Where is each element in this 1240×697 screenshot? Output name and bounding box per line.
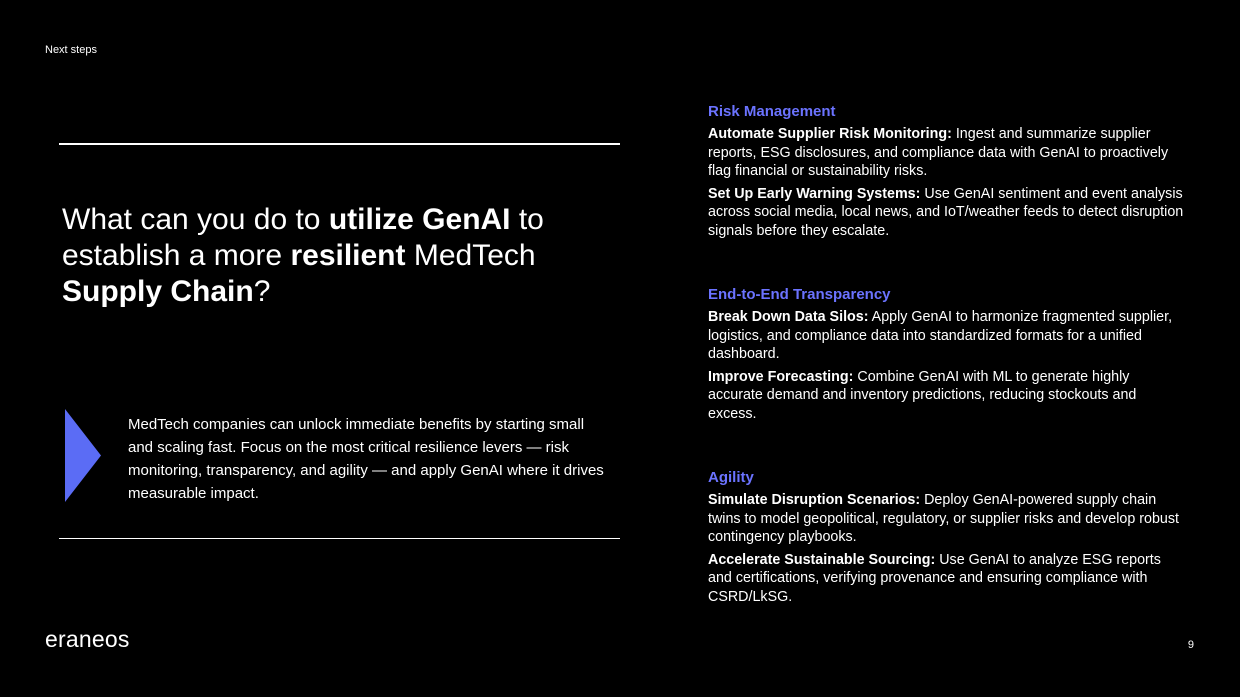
item-text: Use GenAI sentiment and event analysis across social media, local news, and IoT/weather feeds to detect disruption signals before they escalate. (708, 185, 1184, 239)
list-item (708, 368, 1188, 424)
item-text: Apply GenAI to harmonize fragmented supplier, logistics, and compliance data into standardized formats for a unified dashboard. (708, 309, 1173, 362)
list-item (708, 308, 1188, 364)
headline-part: ? (253, 275, 271, 308)
block-title: End-to-End Transparency (708, 286, 891, 303)
item-lead: Accelerate Sustainable Sourcing: (708, 551, 936, 568)
list-item (708, 185, 1188, 241)
block-agility (708, 469, 1188, 610)
block-title: Agility (708, 469, 754, 486)
item-text: Use GenAI to analyze ESG reports and certifications, verifying provenance and ensuring compliance with CSRD/LkSG. (708, 551, 1161, 605)
section-label: Next steps (45, 44, 97, 56)
item-lead: Improve Forecasting: (708, 368, 854, 385)
headline-part: Supply Chain (62, 275, 254, 308)
top-divider (59, 143, 620, 145)
item-text: Combine GenAI with ML to generate highly accurate demand and inventory predictions, reducing stockouts and excess. (708, 368, 1137, 422)
page-number: 9 (1187, 639, 1194, 651)
intro-paragraph: MedTech companies can unlock immediate benefits by starting small and scaling fast. Focus on the most critical resilience levers — risk monitoring, transparency, and agility — and apply GenAI where it drives measurable impact. (128, 416, 604, 502)
block-title: Risk Management (708, 103, 836, 120)
headline-part: resilient (290, 239, 406, 272)
list-item (708, 491, 1188, 547)
headline-part: to establish a more (62, 203, 544, 272)
block-transparency (708, 286, 1188, 427)
item-text: Deploy GenAI-powered supply chain twins to model geopolitical, regulatory, or supplier risks and develop robust contingency playbooks. (708, 492, 1179, 545)
block-risk-management (708, 103, 1188, 244)
item-lead: Break Down Data Silos: (708, 309, 869, 325)
item-text: Ingest and summarize supplier reports, ESG disclosures, and compliance data with GenAI to proactively flag financial or sustainability risks. (708, 126, 1169, 179)
item-lead: Simulate Disruption Scenarios: (708, 492, 921, 508)
headline-part: utilize GenAI (328, 203, 511, 236)
headline-part: What can you do to (62, 203, 329, 236)
item-lead: Automate Supplier Risk Monitoring: (708, 126, 952, 142)
list-item (708, 125, 1188, 181)
bottom-divider (59, 538, 620, 539)
headline-part: MedTech (405, 239, 536, 272)
chevron-right-icon (65, 409, 101, 502)
item-lead: Set Up Early Warning Systems: (708, 185, 921, 202)
logo: eraneos (45, 626, 130, 652)
list-item (708, 551, 1188, 607)
headline (62, 202, 622, 310)
